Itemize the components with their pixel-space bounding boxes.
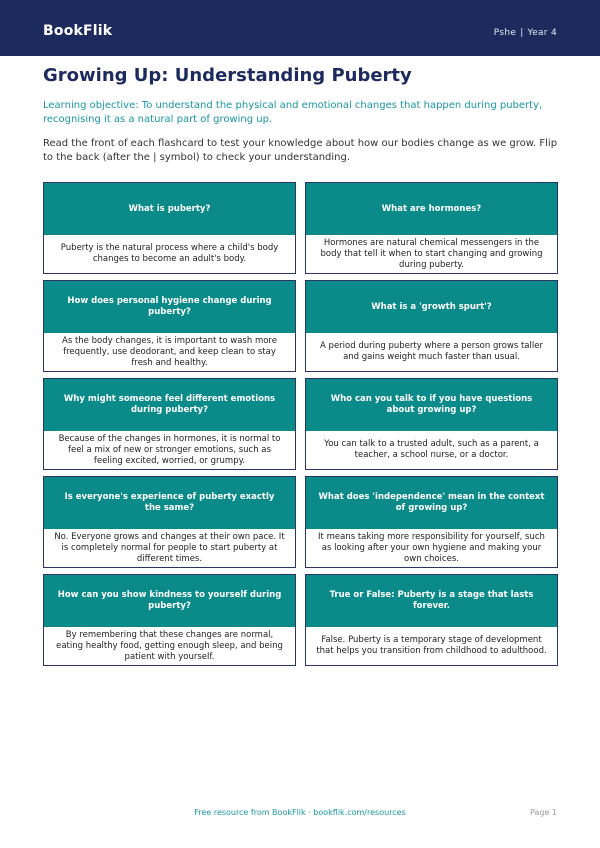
flashcard-front: True or False: Puberty is a stage that lasts forever. — [306, 575, 557, 627]
learning-objective: Learning objective: To understand the physical and emotional changes that happen during puberty, recognising it as a natural part of growing up. — [43, 100, 543, 125]
flashcard-back: You can talk to a trusted adult, such as a parent, a teacher, a school nurse, or a doctor. — [324, 439, 539, 460]
flashcard-front: Who can you talk to if you have questions about growing up? — [306, 379, 557, 431]
flashcard-front: What is puberty? — [44, 183, 295, 235]
flashcard — [305, 182, 558, 274]
instructions-text: Read the front of each flashcard to test your knowledge about how our bodies change as we grow. Flip to the back (after the | symbol) to check your understanding. — [43, 138, 558, 163]
footer-resource-link[interactable]: Free resource from BookFlik · bookflik.com/resources — [194, 808, 406, 817]
flashcard-front: What is a 'growth spurt'? — [306, 281, 557, 333]
flashcard-front: How does personal hygiene change during puberty? — [44, 281, 295, 333]
page-number: Page 1 — [530, 808, 557, 817]
subject-label: Pshe — [493, 28, 517, 38]
flashcard-grid — [43, 182, 558, 666]
flashcard — [305, 476, 558, 568]
flashcard — [43, 182, 296, 274]
flashcard — [43, 476, 296, 568]
flashcard-back: A period during puberty where a person grows taller and gains weight much faster than usual. — [320, 341, 543, 362]
page-title: Growing Up: Understanding Puberty — [43, 65, 412, 86]
header-bar — [0, 0, 600, 56]
flashcard — [305, 574, 558, 666]
flashcard-back: It means taking more responsibility for yourself, such as looking after your own hygiene and making your own choices. — [318, 531, 545, 564]
meta-separator: | — [520, 28, 524, 38]
flashcard-back: By remembering that these changes are normal, eating healthy food, getting enough sleep, and being patient with yourself. — [56, 629, 283, 662]
brand-logo-text: BookFlik — [43, 23, 113, 39]
flashcard-back: No. Everyone grows and changes at their own pace. It is completely normal for people to start puberty at different times. — [54, 531, 285, 564]
flashcard-back: As the body changes, it is important to wash more frequently, use deodorant, and keep clean to stay fresh and healthy. — [62, 335, 277, 368]
subject-year-label — [494, 28, 557, 38]
flashcard-front: Why might someone feel different emotions during puberty? — [44, 379, 295, 431]
flashcard — [43, 280, 296, 372]
flashcard-back: Puberty is the natural process where a child's body changes to become an adult's body. — [60, 243, 279, 264]
year-label: Year 4 — [527, 28, 557, 38]
flashcard — [305, 280, 558, 372]
flashcard-front: What does 'independence' mean in the context of growing up? — [306, 477, 557, 529]
flashcard-front: What are hormones? — [306, 183, 557, 235]
flashcard — [43, 378, 296, 470]
flashcard-back: Because of the changes in hormones, it is normal to feel a mix of new or stronger emotions, such as feeling excited, worried, or grumpy. — [58, 433, 281, 466]
flashcard-back: Hormones are natural chemical messengers in the body that tell it when to start changing and growing during puberty. — [320, 237, 543, 270]
flashcard — [305, 378, 558, 470]
flashcard-back: False. Puberty is a temporary stage of development that helps you transition from childhood to adulthood. — [316, 635, 547, 656]
flashcard-front: Is everyone's experience of puberty exactly the same? — [44, 477, 295, 529]
flashcard-front: How can you show kindness to yourself during puberty? — [44, 575, 295, 627]
flashcard — [43, 574, 296, 666]
